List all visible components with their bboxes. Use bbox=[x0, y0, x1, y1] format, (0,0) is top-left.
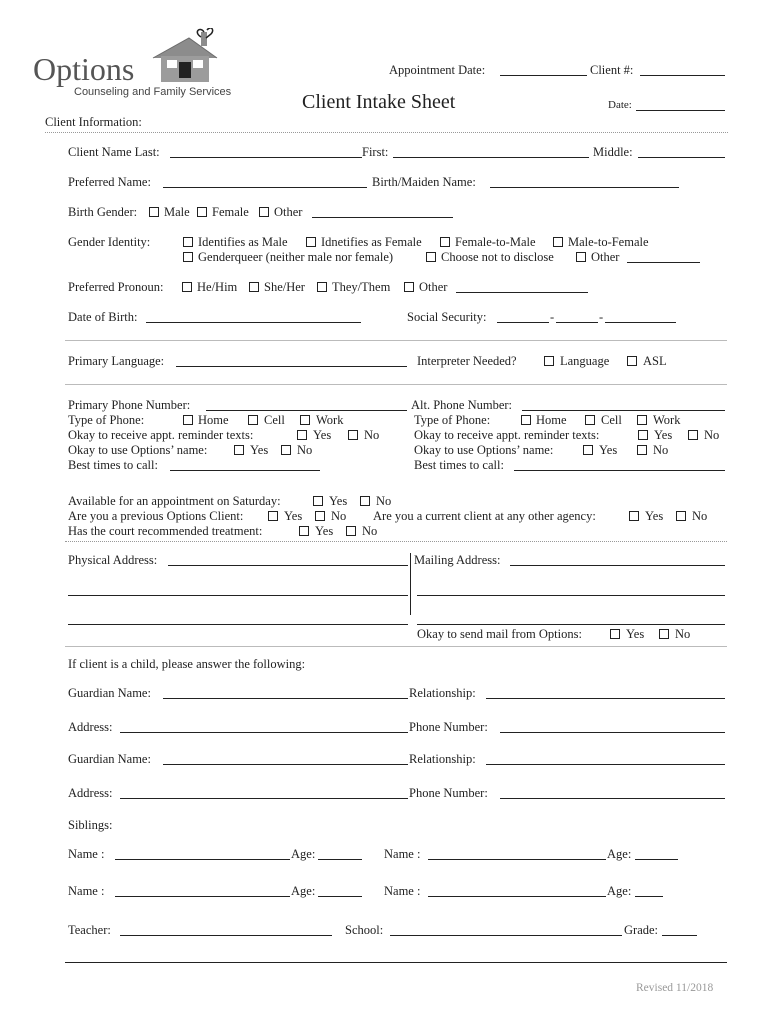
date-field[interactable] bbox=[636, 110, 725, 111]
previous-client-label: Are you a previous Options Client: bbox=[68, 509, 244, 523]
agency-yes-label: Yes bbox=[645, 509, 664, 523]
sibling-4-age-field[interactable] bbox=[635, 896, 663, 897]
mailing-address-field-3[interactable] bbox=[417, 624, 725, 625]
alt-phone-type-label: Type of Phone: bbox=[414, 413, 491, 427]
send-mail-no-checkbox[interactable] bbox=[659, 629, 669, 639]
ftm-checkbox[interactable] bbox=[440, 237, 450, 247]
birth-maiden-field[interactable] bbox=[490, 187, 679, 188]
no-disclose-label: Choose not to disclose bbox=[441, 250, 554, 264]
physical-address-field-1[interactable] bbox=[168, 565, 408, 566]
sibling-1-name-field[interactable] bbox=[115, 859, 290, 860]
agency-yes-checkbox[interactable] bbox=[629, 511, 639, 521]
school-label: School: bbox=[345, 923, 384, 937]
alt-reminder-yes-checkbox[interactable] bbox=[638, 430, 648, 440]
mailing-address-field-2[interactable] bbox=[417, 595, 725, 596]
alt-work-checkbox[interactable] bbox=[637, 415, 647, 425]
mailing-address-field-1[interactable] bbox=[510, 565, 725, 566]
sibling-3-age-field[interactable] bbox=[318, 896, 362, 897]
previous-no-label: No bbox=[331, 509, 347, 523]
ssn-field-2[interactable] bbox=[556, 322, 598, 323]
alt-best-times-label: Best times to call: bbox=[414, 458, 504, 472]
send-mail-no-label: No bbox=[675, 627, 691, 641]
appointment-date-field[interactable] bbox=[500, 75, 587, 76]
court-label: Has the court recommended treatment: bbox=[68, 524, 263, 538]
alt-options-yes-label: Yes bbox=[599, 443, 618, 457]
agency-no-label: No bbox=[692, 509, 708, 523]
he-him-label: He/Him bbox=[197, 280, 238, 294]
alt-reminder-yes-label: Yes bbox=[654, 428, 673, 442]
alt-options-name-label: Okay to use Options’ name: bbox=[414, 443, 554, 457]
ssn-label: Social Security: bbox=[407, 310, 487, 324]
ssn-dash-1: - bbox=[550, 310, 555, 324]
guardian-2-address-label: Address: bbox=[68, 786, 113, 800]
he-him-checkbox[interactable] bbox=[182, 282, 192, 292]
relationship-2-field[interactable] bbox=[486, 764, 725, 765]
primary-language-field[interactable] bbox=[176, 366, 407, 367]
last-name-field[interactable] bbox=[170, 157, 362, 158]
alt-best-times-field[interactable] bbox=[514, 470, 725, 471]
alt-cell-label: Cell bbox=[601, 413, 622, 427]
first-name-field[interactable] bbox=[393, 157, 589, 158]
mtf-checkbox[interactable] bbox=[553, 237, 563, 247]
primary-cell-checkbox[interactable] bbox=[248, 415, 258, 425]
previous-yes-label: Yes bbox=[284, 509, 303, 523]
primary-options-name-label: Okay to use Options’ name: bbox=[68, 443, 208, 457]
primary-reminder-yes-label: Yes bbox=[313, 428, 332, 442]
primary-phone-label: Primary Phone Number: bbox=[68, 398, 191, 412]
send-mail-label: Okay to send mail from Options: bbox=[417, 627, 582, 641]
divider bbox=[45, 132, 728, 133]
male-label: Male bbox=[164, 205, 190, 219]
female-label: Female bbox=[212, 205, 249, 219]
primary-work-label: Work bbox=[316, 413, 344, 427]
relationship-1-label: Relationship: bbox=[409, 686, 476, 700]
sibling-3-name-label: Name : bbox=[68, 884, 105, 898]
gender-identity-label: Gender Identity: bbox=[68, 235, 151, 249]
grade-label: Grade: bbox=[624, 923, 659, 937]
primary-options-no-label: No bbox=[297, 443, 313, 457]
birth-gender-label: Birth Gender: bbox=[68, 205, 138, 219]
address-column-divider bbox=[410, 553, 411, 615]
teacher-field[interactable] bbox=[120, 935, 332, 936]
pronoun-other-label: Other bbox=[419, 280, 448, 294]
physical-address-field-3[interactable] bbox=[68, 624, 408, 625]
alt-options-yes-checkbox[interactable] bbox=[583, 445, 593, 455]
guardian-1-address-field[interactable] bbox=[120, 732, 408, 733]
genderqueer-label: Genderqueer (neither male nor female) bbox=[198, 250, 394, 264]
client-information-heading: Client Information: bbox=[45, 115, 142, 129]
gender-other-label: Other bbox=[274, 205, 303, 219]
alt-reminder-no-label: No bbox=[704, 428, 720, 442]
preferred-name-label: Preferred Name: bbox=[68, 175, 151, 189]
house-puzzle-logo-icon bbox=[151, 28, 221, 86]
she-her-checkbox[interactable] bbox=[249, 282, 259, 292]
asl-checkbox[interactable] bbox=[627, 356, 637, 366]
guardian-2-label: Guardian Name: bbox=[68, 752, 151, 766]
alt-phone-label: Alt. Phone Number: bbox=[411, 398, 513, 412]
identity-female-label: Idnetifies as Female bbox=[321, 235, 422, 249]
logo bbox=[33, 28, 233, 103]
primary-cell-label: Cell bbox=[264, 413, 285, 427]
date-label: Date: bbox=[608, 99, 632, 111]
alt-cell-checkbox[interactable] bbox=[585, 415, 595, 425]
alt-reminder-no-checkbox[interactable] bbox=[688, 430, 698, 440]
ssn-field-3[interactable] bbox=[605, 322, 676, 323]
no-disclose-checkbox[interactable] bbox=[426, 252, 436, 262]
appointment-date-label: Appointment Date: bbox=[389, 63, 486, 77]
divider bbox=[65, 384, 727, 385]
guardian-1-label: Guardian Name: bbox=[68, 686, 151, 700]
divider bbox=[65, 541, 727, 542]
mtf-label: Male-to-Female bbox=[568, 235, 649, 249]
primary-reminder-yes-checkbox[interactable] bbox=[297, 430, 307, 440]
they-them-checkbox[interactable] bbox=[317, 282, 327, 292]
asl-label: ASL bbox=[643, 354, 667, 368]
alt-home-label: Home bbox=[536, 413, 567, 427]
gender-other-field[interactable] bbox=[312, 217, 453, 218]
alt-options-no-checkbox[interactable] bbox=[637, 445, 647, 455]
child-heading: If client is a child, please answer the following: bbox=[68, 657, 306, 671]
identity-other-label: Other bbox=[591, 250, 620, 264]
saturday-yes-label: Yes bbox=[329, 494, 348, 508]
court-yes-checkbox[interactable] bbox=[299, 526, 309, 536]
physical-address-label: Physical Address: bbox=[68, 553, 158, 567]
guardian-2-phone-field[interactable] bbox=[500, 798, 725, 799]
middle-name-label: Middle: bbox=[593, 145, 633, 159]
primary-home-checkbox[interactable] bbox=[183, 415, 193, 425]
guardian-2-address-field[interactable] bbox=[120, 798, 408, 799]
revision-footer: Revised 11/2018 bbox=[636, 982, 714, 994]
previous-no-checkbox[interactable] bbox=[315, 511, 325, 521]
interpreter-label: Interpreter Needed? bbox=[417, 354, 517, 368]
other-agency-label: Are you a current client at any other agency: bbox=[373, 509, 596, 523]
interpreter-language-label: Language bbox=[560, 354, 610, 368]
saturday-label: Available for an appointment on Saturday: bbox=[68, 494, 281, 508]
physical-address-field-2[interactable] bbox=[68, 595, 408, 596]
identity-other-field[interactable] bbox=[627, 262, 700, 263]
primary-options-yes-checkbox[interactable] bbox=[234, 445, 244, 455]
pronoun-label: Preferred Pronoun: bbox=[68, 280, 164, 294]
relationship-2-label: Relationship: bbox=[409, 752, 476, 766]
primary-reminder-label: Okay to receive appt. reminder texts: bbox=[68, 428, 254, 442]
primary-best-times-label: Best times to call: bbox=[68, 458, 158, 472]
preferred-name-field[interactable] bbox=[163, 187, 367, 188]
primary-phone-type-label: Type of Phone: bbox=[68, 413, 145, 427]
divider bbox=[65, 340, 727, 341]
send-mail-yes-label: Yes bbox=[626, 627, 645, 641]
identity-other-checkbox[interactable] bbox=[576, 252, 586, 262]
dob-field[interactable] bbox=[146, 322, 361, 323]
page-title: Client Intake Sheet bbox=[302, 91, 456, 113]
primary-best-times-field[interactable] bbox=[170, 470, 320, 471]
primary-language-label: Primary Language: bbox=[68, 354, 165, 368]
siblings-heading: Siblings: bbox=[68, 818, 113, 832]
school-field[interactable] bbox=[390, 935, 622, 936]
identity-male-checkbox[interactable] bbox=[183, 237, 193, 247]
primary-work-checkbox[interactable] bbox=[300, 415, 310, 425]
they-them-label: They/Them bbox=[332, 280, 391, 294]
alt-phone-field[interactable] bbox=[522, 410, 725, 411]
alt-work-label: Work bbox=[653, 413, 681, 427]
divider bbox=[65, 646, 727, 647]
alt-home-checkbox[interactable] bbox=[521, 415, 531, 425]
sibling-2-name-label: Name : bbox=[384, 847, 421, 861]
ftm-label: Female-to-Male bbox=[455, 235, 536, 249]
identity-female-checkbox[interactable] bbox=[306, 237, 316, 247]
previous-yes-checkbox[interactable] bbox=[268, 511, 278, 521]
logo-tagline: Counseling and Family Services bbox=[74, 86, 232, 98]
male-checkbox[interactable] bbox=[149, 207, 159, 217]
saturday-no-checkbox[interactable] bbox=[360, 496, 370, 506]
sibling-4-name-field[interactable] bbox=[428, 896, 606, 897]
pronoun-other-field[interactable] bbox=[456, 292, 588, 293]
sibling-4-name-label: Name : bbox=[384, 884, 421, 898]
sibling-1-name-label: Name : bbox=[68, 847, 105, 861]
primary-reminder-no-checkbox[interactable] bbox=[348, 430, 358, 440]
sibling-2-name-field[interactable] bbox=[428, 859, 606, 860]
court-no-label: No bbox=[362, 524, 378, 538]
guardian-1-phone-field[interactable] bbox=[500, 732, 725, 733]
agency-no-checkbox[interactable] bbox=[676, 511, 686, 521]
identity-male-label: Identifies as Male bbox=[198, 235, 288, 249]
ssn-field-1[interactable] bbox=[497, 322, 549, 323]
primary-reminder-no-label: No bbox=[364, 428, 380, 442]
middle-name-field[interactable] bbox=[638, 157, 725, 158]
dob-label: Date of Birth: bbox=[68, 310, 138, 324]
birth-maiden-label: Birth/Maiden Name: bbox=[372, 175, 476, 189]
primary-options-no-checkbox[interactable] bbox=[281, 445, 291, 455]
sibling-3-age-label: Age: bbox=[291, 884, 316, 898]
footer-divider bbox=[65, 962, 727, 963]
court-no-checkbox[interactable] bbox=[346, 526, 356, 536]
alt-options-no-label: No bbox=[653, 443, 669, 457]
saturday-yes-checkbox[interactable] bbox=[313, 496, 323, 506]
sibling-2-age-field[interactable] bbox=[635, 859, 678, 860]
interpreter-language-checkbox[interactable] bbox=[544, 356, 554, 366]
client-name-label: Client Name Last: bbox=[68, 145, 160, 159]
primary-options-yes-label: Yes bbox=[250, 443, 269, 457]
gender-other-checkbox[interactable] bbox=[259, 207, 269, 217]
grade-field[interactable] bbox=[662, 935, 697, 936]
sibling-1-age-field[interactable] bbox=[318, 859, 362, 860]
send-mail-yes-checkbox[interactable] bbox=[610, 629, 620, 639]
client-number-label: Client #: bbox=[590, 63, 634, 77]
female-checkbox[interactable] bbox=[197, 207, 207, 217]
ssn-dash-2: - bbox=[599, 310, 604, 324]
sibling-2-age-label: Age: bbox=[607, 847, 632, 861]
mailing-address-label: Mailing Address: bbox=[414, 553, 501, 567]
guardian-2-phone-label: Phone Number: bbox=[409, 786, 488, 800]
client-number-field[interactable] bbox=[640, 75, 725, 76]
guardian-1-address-label: Address: bbox=[68, 720, 113, 734]
guardian-1-phone-label: Phone Number: bbox=[409, 720, 488, 734]
relationship-1-field[interactable] bbox=[486, 698, 725, 699]
alt-reminder-label: Okay to receive appt. reminder texts: bbox=[414, 428, 600, 442]
sibling-1-age-label: Age: bbox=[291, 847, 316, 861]
primary-home-label: Home bbox=[198, 413, 229, 427]
genderqueer-checkbox[interactable] bbox=[183, 252, 193, 262]
guardian-1-field[interactable] bbox=[163, 698, 408, 699]
sibling-4-age-label: Age: bbox=[607, 884, 632, 898]
teacher-label: Teacher: bbox=[68, 923, 111, 937]
first-name-label: First: bbox=[362, 145, 389, 159]
logo-name: Options bbox=[33, 51, 135, 87]
primary-phone-field[interactable] bbox=[206, 410, 407, 411]
sibling-3-name-field[interactable] bbox=[115, 896, 290, 897]
she-her-label: She/Her bbox=[264, 280, 305, 294]
pronoun-other-checkbox[interactable] bbox=[404, 282, 414, 292]
guardian-2-field[interactable] bbox=[163, 764, 408, 765]
saturday-no-label: No bbox=[376, 494, 392, 508]
court-yes-label: Yes bbox=[315, 524, 334, 538]
